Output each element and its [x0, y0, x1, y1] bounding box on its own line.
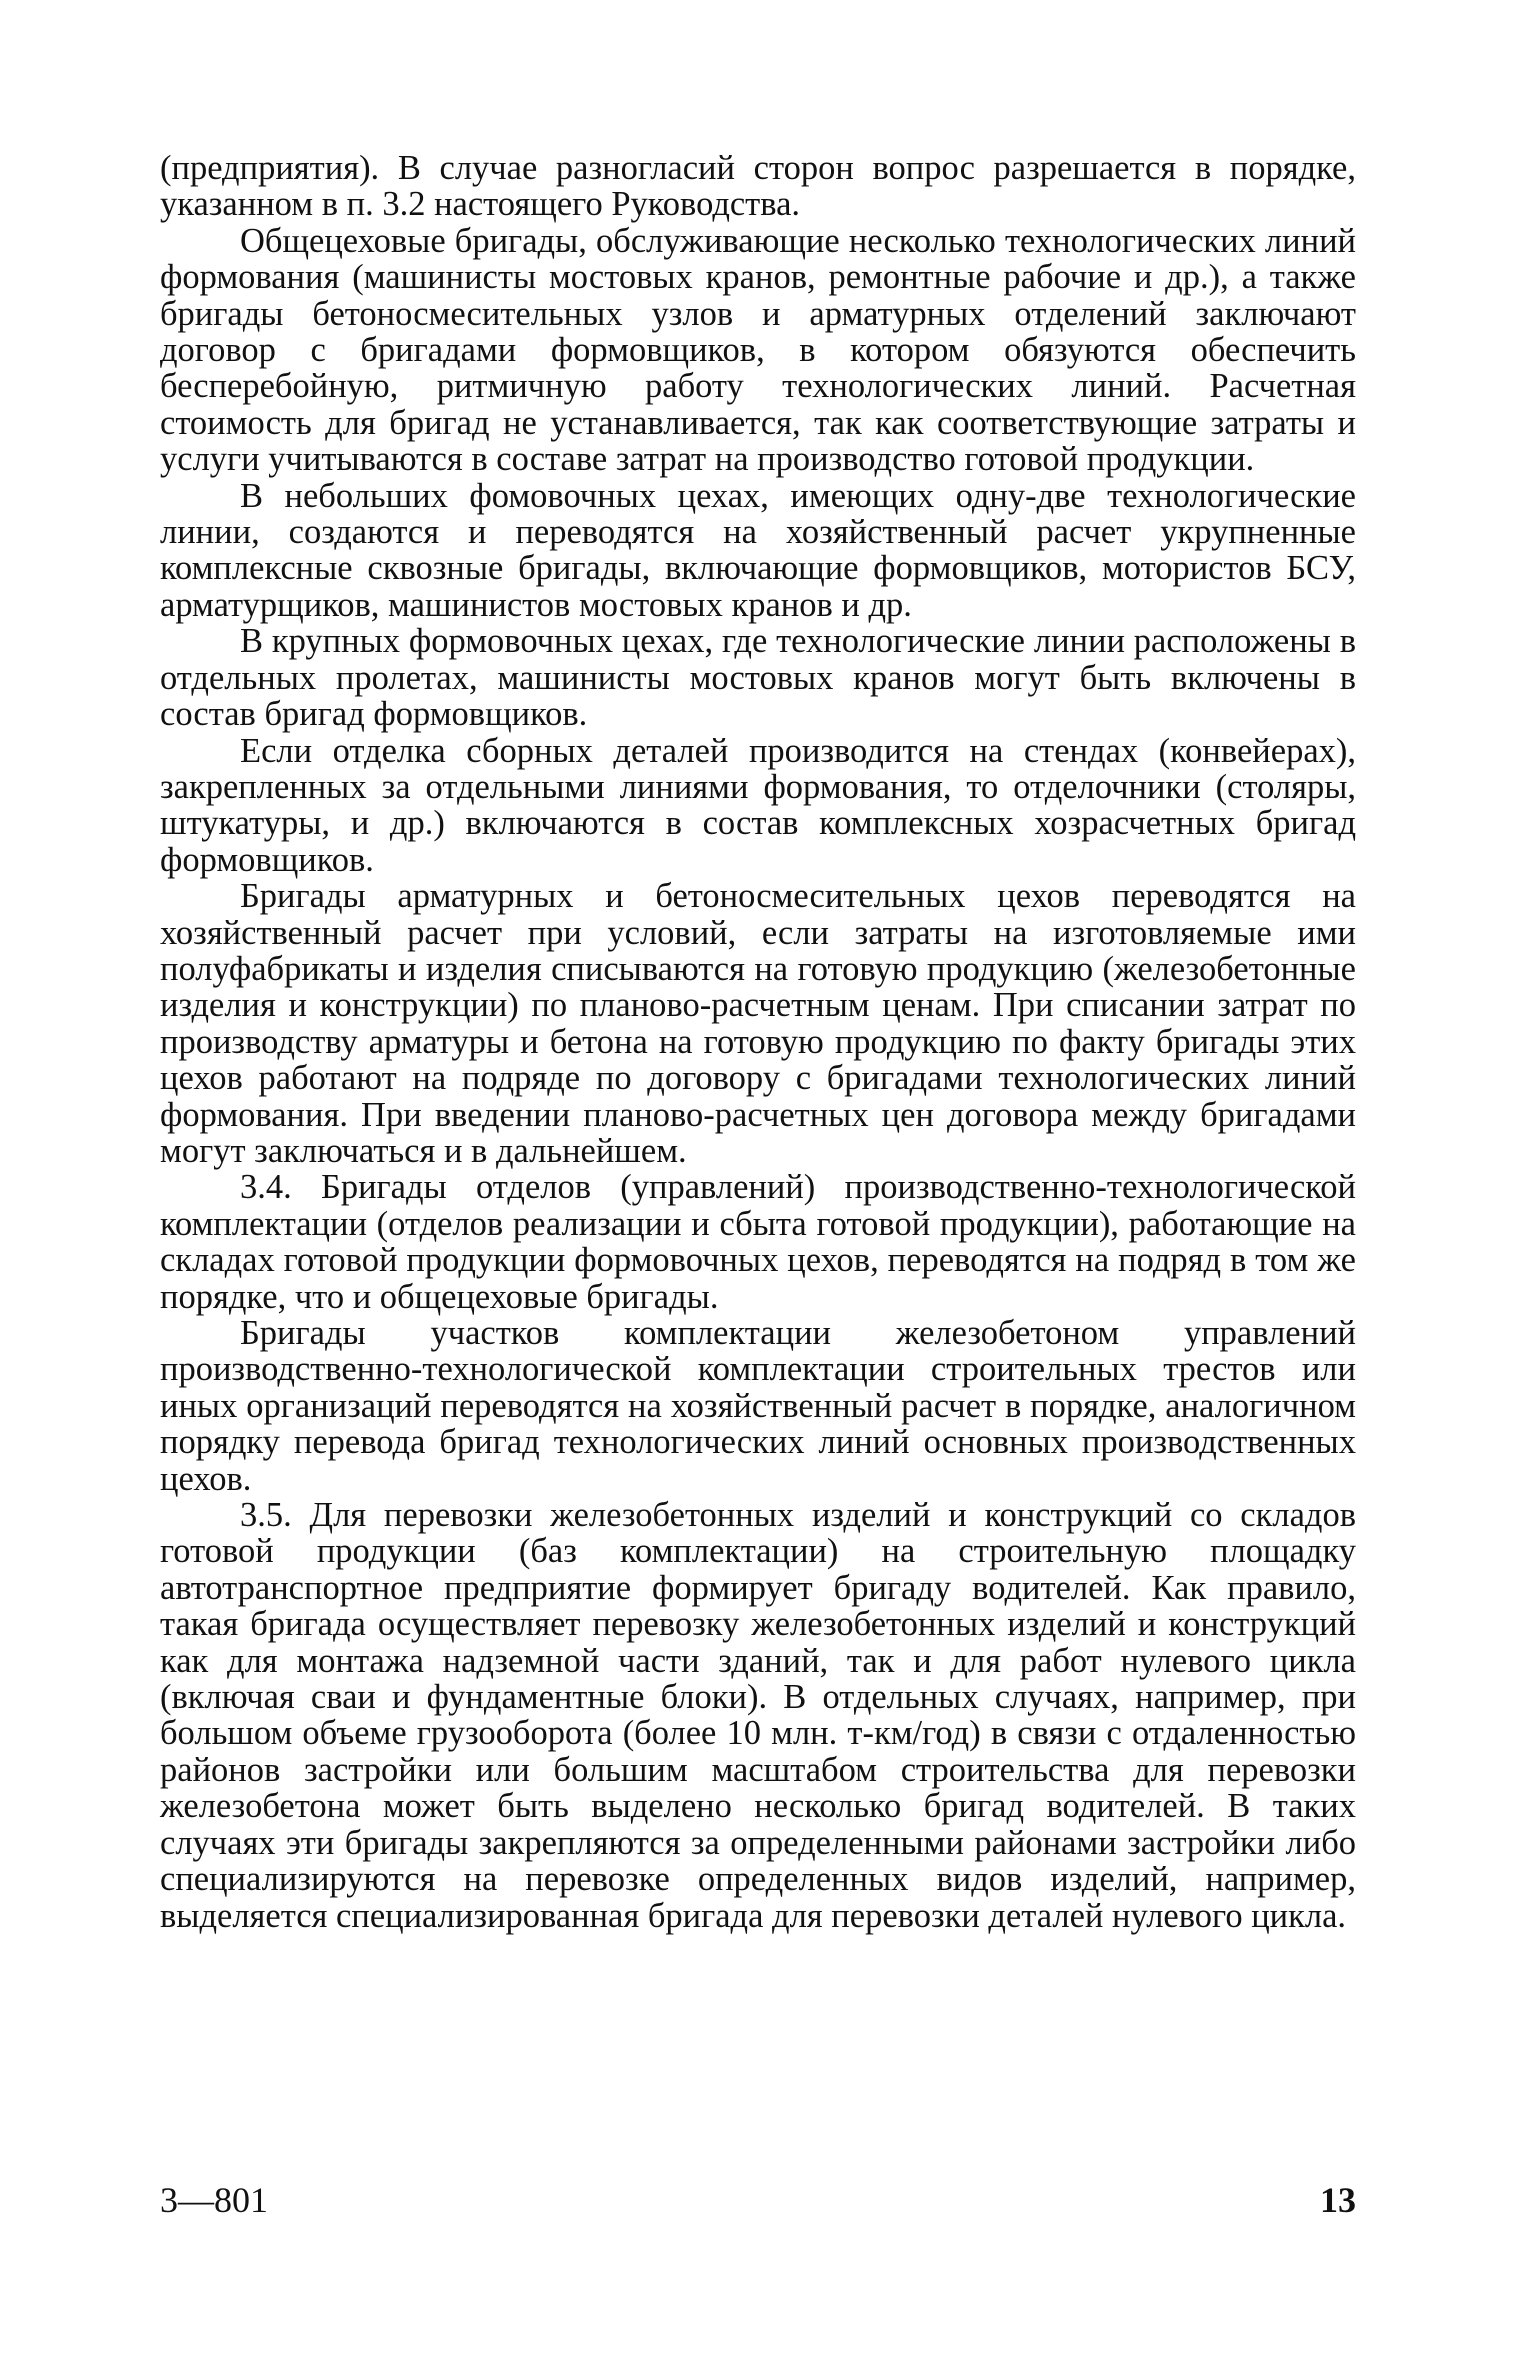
paragraph-4: В крупных формовочных цехах, где технологические линии расположены в отдельных пролетах, машинисты мостовых кранов могут быть включены в состав бригад формовщиков. — [160, 622, 1356, 734]
paragraph-3: В небольших фомовочных цехах, имеющих одну-две технологические линии, создаются и переводятся на хозяйственный расчет укрупненные комплексные сквозные бригады, включающие формовщиков, мотористов БСУ, арматурщиков, машинистов мостовых кранов и др. — [160, 476, 1356, 624]
paragraph-section-3-4: 3.4. Бригады отделов (управлений) производственно-технологической комплектации (отделов реализации и сбыта готовой продукции), работающие на складах готовой продукции формовочных цехов, переводятся на подряд в том же порядке, что и общецеховые бригады. — [160, 1168, 1356, 1316]
paragraph-section-3-5: 3.5. Для перевозки железобетонных изделий и конструкций со складов готовой продукции (баз комплектации) на строительную площадку автотранспортное предприятие формирует бригаду водителей. Как правило, такая бригада осуществляет перевозку железобетонных изделий и конструкций как для монтажа надземной части зданий, так и для работ нулевого цикла (включая сваи и фундаментные блоки). В отдельных случаях, например, при большом объеме грузооборота (более 10 млн. т-км/год) в связи с отдаленностью районов застройки или большим масштабом строительства для перевозки железобетона может быть выделено несколько бригад водителей. В таких случаях эти бригады закрепляются за определенными районами застройки либо специализируются на перевозке определенных видов изделий, например, выделяется специализированная бригада для перевозки деталей нулевого цикла. — [160, 1496, 1356, 1935]
printer-signature: 3—801 — [160, 2180, 268, 2220]
page-number: 13 — [1320, 2180, 1356, 2220]
paragraph-8: Бригады участков комплектации железобетоном управлений производственно-технологической комплектации строительных трестов или иных организаций переводятся на хозяйственный расчет в порядке, аналогичном порядку перевода бригад технологических линий основных производственных цехов. — [160, 1314, 1356, 1498]
page-body — [160, 150, 1356, 1934]
paragraph-1: (предприятия). В случае разногласий сторон вопрос разрешается в порядке, указанном в п. 3.2 настоящего Руководства. — [160, 149, 1356, 224]
paragraph-2: Общецеховые бригады, обслуживающие несколько технологических линий формования (машинисты мостовых кранов, ремонтные рабочие и др.), а также бригады бетоносмесительных узлов и арматурных отделений заключают договор с бригадами формовщиков, в котором обязуются обеспечить бесперебойную, ритмичную работу технологических линий. Расчетная стоимость для бригад не устанавливается, так как соответствующие затраты и услуги учитываются в составе затрат на производство готовой продукции. — [160, 221, 1356, 479]
paragraph-6: Бригады арматурных и бетоносмесительных цехов переводятся на хозяйственный расчет при условий, если затраты на изготовляемые ими полуфабрикаты и изделия списываются на готовую продукцию (железобетонные изделия и конструкции) по планово-расчетным ценам. При списании затрат по производству арматуры и бетона на готовую продукцию по факту бригады этих цехов работают на подряде по договору с бригадами технологических линий формования. При введении планово-расчетных цен договора между бригадами могут заключаться и в дальнейшем. — [160, 877, 1356, 1170]
paragraph-5: Если отделка сборных деталей производится на стендах (конвейерах), закрепленных за отдельными линиями формования, то отделочники (столяры, штукатуры, и др.) включаются в состав комплексных хозрасчетных бригад формовщиков. — [160, 731, 1356, 879]
